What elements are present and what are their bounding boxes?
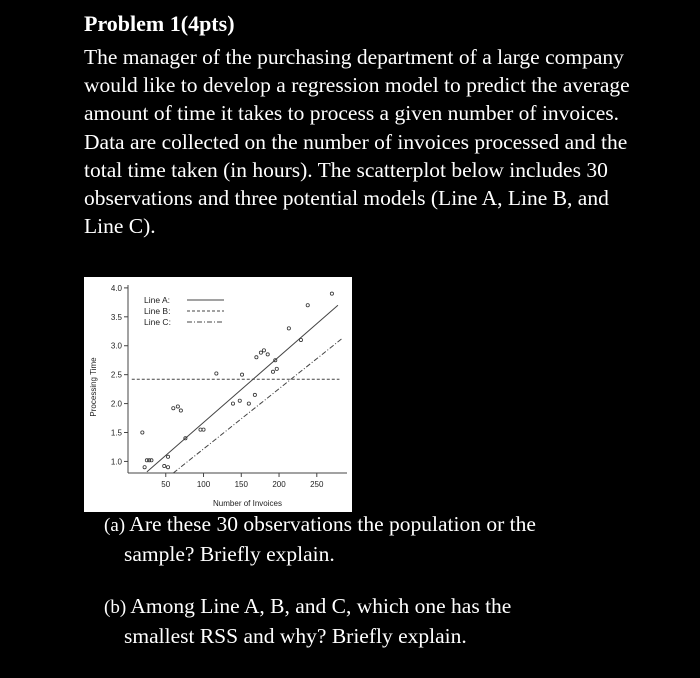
- y-tick-label: 2.0: [110, 399, 122, 409]
- y-tick-label: 4.0: [110, 283, 122, 293]
- data-point: [176, 405, 179, 408]
- x-tick-label: 150: [234, 480, 248, 489]
- question-b-text-line1: Among Line A, B, and C, which one has the: [130, 594, 512, 618]
- data-point: [259, 351, 262, 354]
- y-tick-label: 3.5: [110, 312, 122, 322]
- data-point: [306, 304, 309, 307]
- data-point: [266, 353, 269, 356]
- y-tick-label: 2.5: [110, 370, 122, 380]
- question-a: [104, 510, 604, 568]
- question-a-text-line1: Are these 30 observations the population or the: [129, 512, 536, 536]
- question-b-label: (b): [104, 597, 127, 618]
- data-point: [166, 455, 169, 458]
- y-axis-label: Processing Time: [89, 357, 98, 417]
- x-tick-label: 50: [161, 480, 171, 489]
- problem-title: Problem 1(4pts): [84, 11, 235, 36]
- data-point: [299, 338, 302, 341]
- x-tick-label: 200: [272, 480, 286, 489]
- data-point: [262, 349, 265, 352]
- data-point: [141, 431, 144, 434]
- y-tick-label: 1.5: [110, 428, 122, 438]
- data-point: [330, 292, 333, 295]
- question-b-text-line2: smallest RSS and why? Briefly explain.: [124, 624, 467, 648]
- data-point: [166, 466, 169, 469]
- data-point: [179, 409, 182, 412]
- data-point: [255, 356, 258, 359]
- x-tick-label: 100: [196, 480, 211, 489]
- question-a-text-line2: sample? Briefly explain.: [124, 542, 335, 566]
- x-tick-label: 250: [310, 480, 324, 489]
- data-point: [150, 459, 153, 462]
- data-point: [275, 367, 278, 370]
- data-point: [231, 402, 234, 405]
- question-b: [104, 592, 604, 650]
- data-point: [253, 393, 256, 396]
- data-point: [271, 370, 274, 373]
- data-point: [247, 402, 250, 405]
- legend-label-c: Line C:: [144, 317, 171, 327]
- data-point: [238, 399, 241, 402]
- y-tick-label: 1.0: [110, 457, 122, 467]
- y-tick-label: 3.0: [110, 341, 122, 351]
- scatterplot-svg: [84, 277, 352, 512]
- data-point: [172, 407, 175, 410]
- data-point: [163, 464, 166, 467]
- question-a-label: (a): [104, 515, 126, 536]
- scatterplot: [84, 277, 352, 512]
- legend-label-b: Line B:: [144, 306, 171, 316]
- data-point: [240, 373, 243, 376]
- x-axis-label: Number of Invoices: [213, 499, 282, 508]
- problem-intro: The manager of the purchasing department of a large company would like to develop a regression model to predict the average amount of time it takes to process a given number of invoices. Data are collected on the number of invoices processed and the total time taken (in hours). The scatterplot below includes 30 observations and three potential models (Line A, Line B, and Line C).: [84, 45, 630, 239]
- legend-label-a: Line A:: [144, 295, 170, 305]
- series-line-a: [147, 305, 338, 472]
- data-point: [287, 327, 290, 330]
- data-point: [215, 372, 218, 375]
- data-point: [143, 466, 146, 469]
